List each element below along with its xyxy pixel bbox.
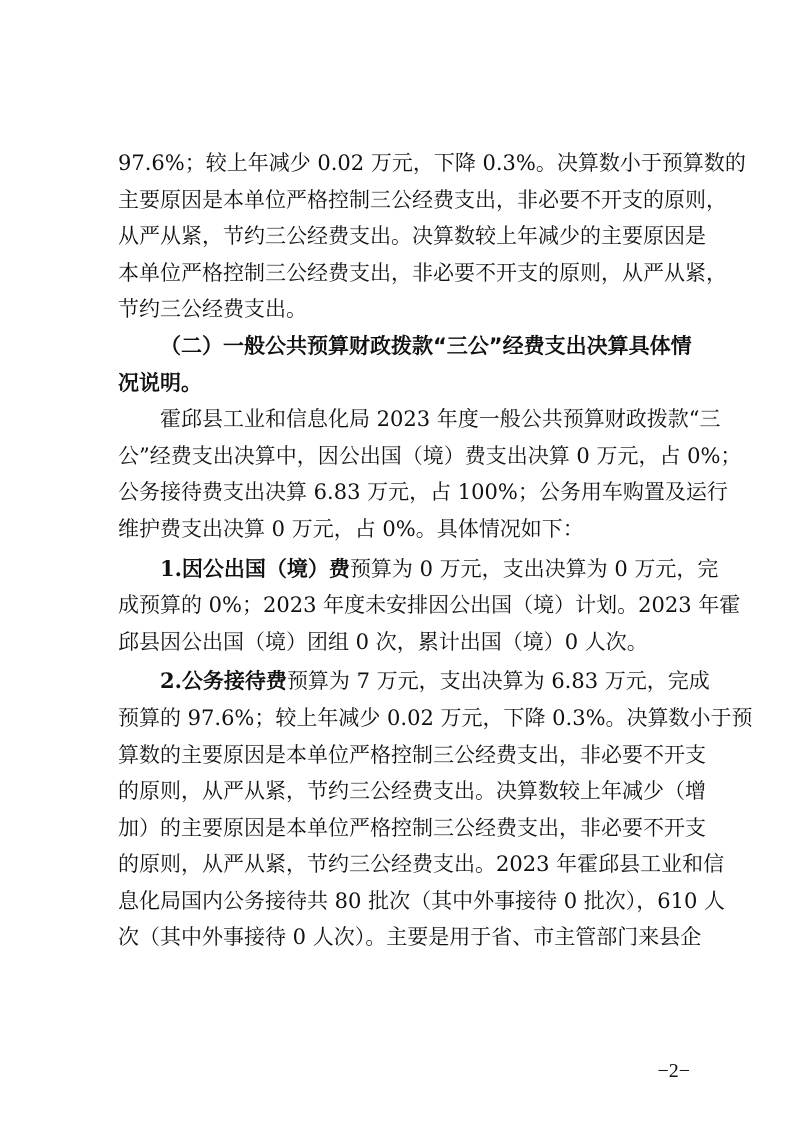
text-line: 公务接待费支出决算 6.83 万元，占 100%；公务用车购置及运行 [118, 480, 728, 505]
text-line: 维护费支出决算 0 万元，占 0%。具体情况如下： [118, 516, 584, 541]
text-line: 从严从紧，节约三公经费支出。决算数较上年减少的主要原因是 [118, 224, 706, 249]
item-text: 预算为 0 万元，支出决算为 0 万元，完 [349, 556, 719, 581]
section-heading [118, 328, 692, 401]
page-number: −2− [657, 1060, 690, 1082]
text-line: 主要原因是本单位严格控制三公经费支出，非必要不开支的原则， [118, 187, 727, 212]
text-line: 霍邱县工业和信息化局 2023 年度一般公共预算财政拨款“三 [160, 407, 721, 432]
paragraph-summary [118, 401, 742, 547]
text-line [118, 551, 719, 588]
text-line: 邱县因公出国（境）团组 0 次，累计出国（境）0 人次。 [118, 629, 648, 654]
text-line: 节约三公经费支出。 [118, 297, 307, 322]
text-line: 次（其中外事接待 0 人次）。主要是用于省、市主管部门来县企 [118, 925, 702, 950]
text-line: 成预算的 0%；2023 年度未安排因公出国（境）计划。2023 年霍 [118, 593, 741, 618]
text-line: 公”经费支出决算中，因公出国（境）费支出决算 0 万元，占 0%； [118, 443, 742, 468]
text-line: 的原则，从严从紧，节约三公经费支出。2023 年霍邱县工业和信 [118, 852, 725, 877]
text-line: 本单位严格控制三公经费支出，非必要不开支的原则，从严从紧， [118, 260, 727, 285]
heading-line: （二）一般公共预算财政拨款“三公”经费支出决算具体情 [160, 333, 692, 358]
item-label: 2.公务接待费 [160, 668, 287, 694]
text-line: 加）的主要原因是本单位严格控制三公经费支出，非必要不开支 [118, 815, 706, 840]
paragraph-carryover [118, 145, 746, 328]
text-line: 97.6%；较上年减少 0.02 万元，下降 0.3%。决算数小于预算数的 [118, 151, 746, 175]
text-line: 的原则，从严从紧，节约三公经费支出。决算数较上年减少（增 [118, 779, 706, 804]
item-text: 预算为 7 万元，支出决算为 6.83 万元，完成 [286, 669, 710, 694]
document-body [118, 145, 753, 956]
text-line: 预算的 97.6%；较上年减少 0.02 万元，下降 0.3%。决算数小于预 [118, 705, 753, 730]
heading-line: 况说明。 [118, 370, 202, 395]
item-label: 1.因公出国（境）费 [160, 555, 350, 581]
text-line: 息化局国内公务接待共 80 批次（其中外事接待 0 批次），610 人 [118, 888, 726, 913]
text-line [118, 663, 710, 700]
item-foreign-travel [118, 551, 741, 661]
text-line: 算数的主要原因是本单位严格控制三公经费支出，非必要不开支 [118, 742, 706, 767]
item-official-reception [118, 663, 753, 956]
